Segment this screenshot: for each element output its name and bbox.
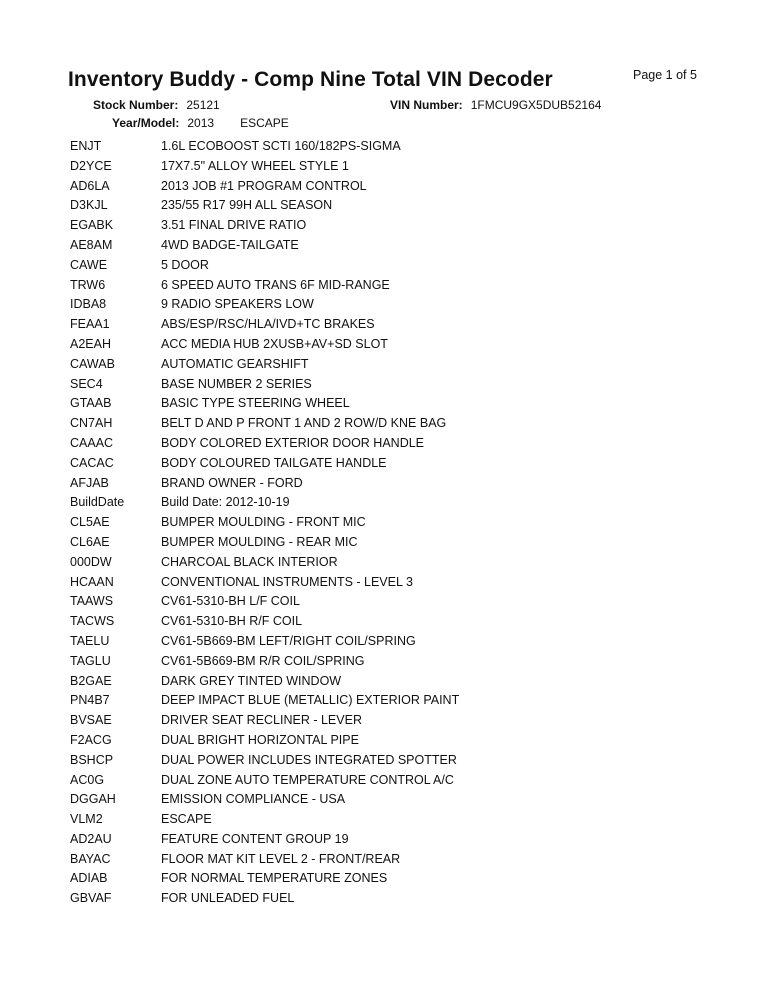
option-code: BAYAC xyxy=(70,851,111,866)
option-description: 5 DOOR xyxy=(161,257,209,272)
stock-number-value: 25121 xyxy=(186,98,220,112)
option-description: BELT D AND P FRONT 1 AND 2 ROW/D KNE BAG xyxy=(161,416,447,431)
option-code: ADIAB xyxy=(70,871,108,886)
option-description: 6 SPEED AUTO TRANS 6F MID-RANGE xyxy=(161,277,390,292)
option-description: FOR UNLEADED FUEL xyxy=(161,891,295,906)
option-code: AD6LA xyxy=(70,178,110,193)
document-title: Inventory Buddy - Comp Nine Total VIN Decoder xyxy=(68,68,553,91)
model-value: ESCAPE xyxy=(240,116,289,130)
option-description: Build Date: 2012-10-19 xyxy=(161,495,290,510)
option-code: 000DW xyxy=(70,554,112,569)
option-description: CV61-5310-BH R/F COIL xyxy=(161,614,303,629)
option-description: CHARCOAL BLACK INTERIOR xyxy=(161,554,338,569)
option-description: ABS/ESP/RSC/HLA/IVD+TC BRAKES xyxy=(161,317,375,332)
option-code: D3KJL xyxy=(70,198,108,213)
option-code: TAGLU xyxy=(70,653,111,668)
option-code: BuildDate xyxy=(70,495,125,510)
option-description: BASE NUMBER 2 SERIES xyxy=(161,376,312,391)
option-code: DGGAH xyxy=(70,792,116,807)
year-model-line xyxy=(112,116,289,130)
page-number: Page 1 of 5 xyxy=(633,68,697,82)
option-code: ENJT xyxy=(70,139,102,153)
option-description: ESCAPE xyxy=(161,812,212,827)
option-code: IDBA8 xyxy=(70,297,107,312)
option-description: FEATURE CONTENT GROUP 19 xyxy=(161,831,349,846)
option-code: B2GAE xyxy=(70,673,112,688)
stock-number-label: Stock Number: xyxy=(93,98,179,112)
option-code: AD2AU xyxy=(70,831,112,846)
option-description: CV61-5310-BH L/F COIL xyxy=(161,594,300,609)
vin-number-value: 1FMCU9GX5DUB52164 xyxy=(470,98,602,112)
year-value: 2013 xyxy=(187,116,215,130)
option-description: DUAL POWER INCLUDES INTEGRATED SPOTTER xyxy=(161,752,457,767)
vin-number-line xyxy=(390,98,601,112)
option-description: 4WD BADGE-TAILGATE xyxy=(161,237,299,252)
option-description: BUMPER MOULDING - REAR MIC xyxy=(161,534,358,549)
option-description: DARK GREY TINTED WINDOW xyxy=(161,673,342,688)
option-code: CN7AH xyxy=(70,416,113,431)
option-code: PN4B7 xyxy=(70,693,110,708)
option-code: HCAAN xyxy=(70,574,114,589)
option-code: A2EAH xyxy=(70,336,111,351)
option-description: 2013 JOB #1 PROGRAM CONTROL xyxy=(161,178,367,193)
option-code: GTAAB xyxy=(70,396,112,411)
option-description: ACC MEDIA HUB 2XUSB+AV+SD SLOT xyxy=(161,336,388,351)
vin-number-label: VIN Number: xyxy=(390,98,463,112)
option-code: TAAWS xyxy=(70,594,114,609)
option-description: 1.6L ECOBOOST SCTI 160/182PS-SIGMA xyxy=(161,139,401,153)
option-code: CL6AE xyxy=(70,534,110,549)
option-description: DRIVER SEAT RECLINER - LEVER xyxy=(161,713,362,728)
option-code: TRW6 xyxy=(70,277,106,292)
option-description: BASIC TYPE STEERING WHEEL xyxy=(161,396,350,411)
year-model-label: Year/Model: xyxy=(112,116,180,130)
option-description: CONVENTIONAL INSTRUMENTS - LEVEL 3 xyxy=(161,574,413,589)
option-description: 17X7.5" ALLOY WHEEL STYLE 1 xyxy=(161,158,349,173)
stock-number-line xyxy=(93,98,220,112)
option-description: FOR NORMAL TEMPERATURE ZONES xyxy=(161,871,388,886)
option-description: BODY COLORED EXTERIOR DOOR HANDLE xyxy=(161,435,425,450)
option-code: TACWS xyxy=(70,614,115,629)
option-code: F2ACG xyxy=(70,732,112,747)
option-code: FEAA1 xyxy=(70,317,110,332)
option-code: GBVAF xyxy=(70,891,112,906)
option-code: D2YCE xyxy=(70,158,112,173)
option-description: EMISSION COMPLIANCE - USA xyxy=(161,792,346,807)
option-description: DEEP IMPACT BLUE (METALLIC) EXTERIOR PAINT xyxy=(161,693,460,708)
option-description: FLOOR MAT KIT LEVEL 2 - FRONT/REAR xyxy=(161,851,401,866)
option-description: BUMPER MOULDING - FRONT MIC xyxy=(161,515,366,530)
option-description: 3.51 FINAL DRIVE RATIO xyxy=(161,218,307,233)
option-description: CV61-5B669-BM LEFT/RIGHT COIL/SPRING xyxy=(161,633,416,648)
option-description: DUAL BRIGHT HORIZONTAL PIPE xyxy=(161,732,359,747)
option-description: DUAL ZONE AUTO TEMPERATURE CONTROL A/C xyxy=(161,772,454,787)
option-code: AFJAB xyxy=(70,475,109,490)
option-code: SEC4 xyxy=(70,376,103,391)
option-code: VLM2 xyxy=(70,812,103,827)
option-code: TAELU xyxy=(70,633,110,648)
option-code: CL5AE xyxy=(70,515,110,530)
option-code: AC0G xyxy=(70,772,105,787)
option-description: 9 RADIO SPEAKERS LOW xyxy=(161,297,314,312)
option-code: CACAC xyxy=(70,455,114,470)
option-code: CAAAC xyxy=(70,435,114,450)
option-description: BRAND OWNER - FORD xyxy=(161,475,303,490)
option-code: BSHCP xyxy=(70,752,114,767)
option-description: AUTOMATIC GEARSHIFT xyxy=(161,356,309,371)
option-code: CAWAB xyxy=(70,356,115,371)
option-code: EGABK xyxy=(70,218,114,233)
option-description: 235/55 R17 99H ALL SEASON xyxy=(161,198,333,213)
option-code: AE8AM xyxy=(70,237,113,252)
option-description: BODY COLOURED TAILGATE HANDLE xyxy=(161,455,387,470)
option-code: CAWE xyxy=(70,257,108,272)
option-code: BVSAE xyxy=(70,713,112,728)
option-description: CV61-5B669-BM R/R COIL/SPRING xyxy=(161,653,365,668)
